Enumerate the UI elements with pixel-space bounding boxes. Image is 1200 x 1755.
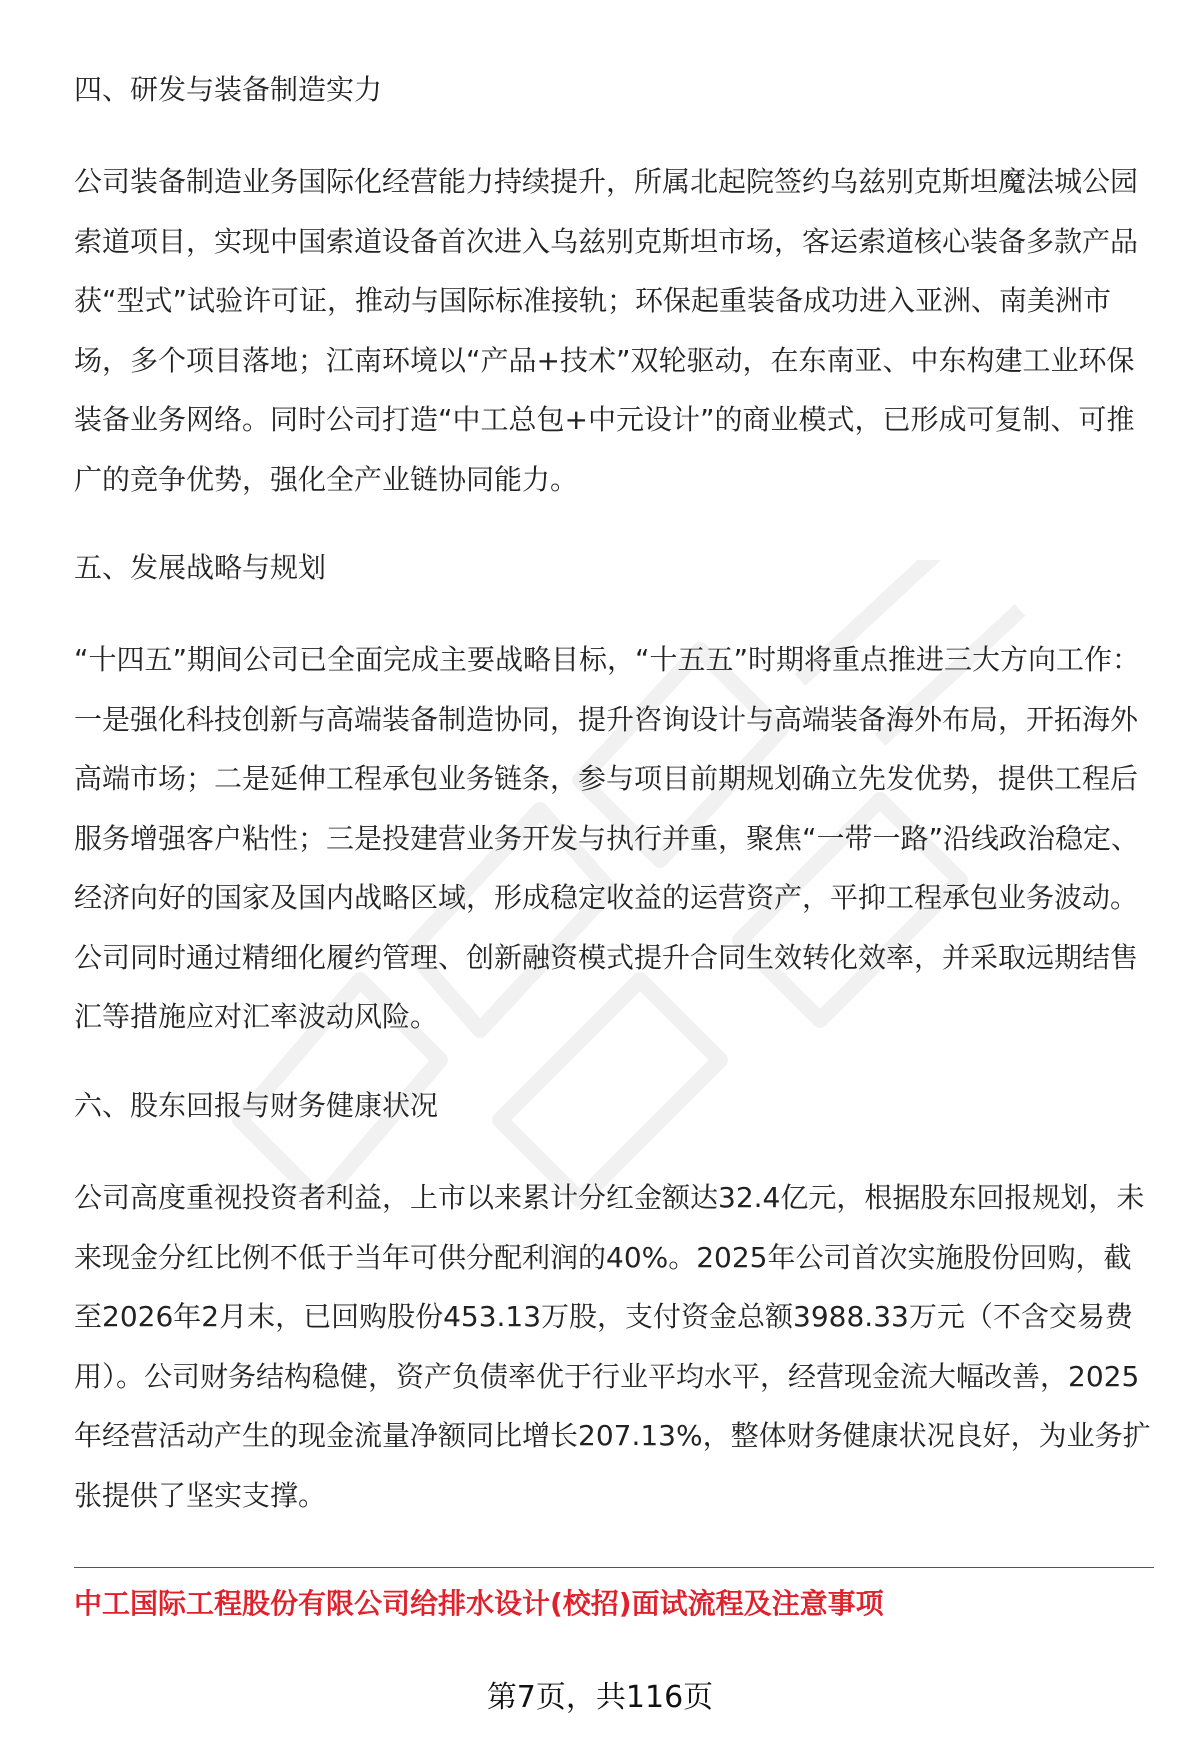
footer-document-title: 中工国际工程股份有限公司给排水设计(校招)面试流程及注意事项: [74, 1587, 884, 1620]
page-number: 第7页，共116页: [486, 1680, 714, 1715]
section-paragraph-shareholder: 公司高度重视投资者利益，上市以来累计分红金额达32.4亿元，根据股东回报规划，未来现金分红比例不低于当年可供分配利润的40%。2025年公司首次实施股份回购，截至2026年2月末，已回购股份453.13万股，支付资金总额3988.33万元（不含交易费用）。公司财务结构稳健，资产负债率优于行业平均水平，经营现金流大幅改善，2025年经营活动产生的现金流量净额同比增长207.13%，整体财务健康状况良好，为业务扩张提供了坚实支撑。: [74, 1181, 1151, 1512]
section-heading-shareholder: 六、股东回报与财务健康状况: [74, 1089, 439, 1122]
section-heading-rd: 四、研发与装备制造实力: [74, 73, 383, 106]
section-paragraph-strategy: “十四五”期间公司已全面完成主要战略目标，“十五五”时期将重点推进三大方向工作：一是强化科技创新与高端装备制造协同，提升咨询设计与高端装备海外布局，开拓海外高端市场；二是延伸工程承包业务链条，参与项目前期规划确立先发优势，提供工程后服务增强客户粘性；三是投建营业务开发与执行并重，聚焦“一带一路”沿线政治稳定、经济向好的国家及国内战略区域，形成稳定收益的运营资产，平抑工程承包业务波动。公司同时通过精细化履约管理、创新融资模式提升合同生效转化效率，并采取远期结售汇等措施应对汇率波动风险。: [74, 643, 1141, 1033]
section-paragraph-rd: 公司装备制造业务国际化经营能力持续提升，所属北起院签约乌兹别克斯坦魔法城公园索道项目，实现中国索道设备首次进入乌兹别克斯坦市场，客运索道核心装备多款产品获“型式”试验许可证，推动与国际标准接轨；环保起重装备成功进入亚洲、南美洲市场，多个项目落地；江南环境以“产品+技术”双轮驱动，在东南亚、中东构建工业环保装备业务网络。同时公司打造“中工总包+中元设计”的商业模式，已形成可复制、可推广的竞争优势，强化全产业链协同能力。: [74, 165, 1139, 496]
section-heading-strategy: 五、发展战略与规划: [74, 551, 327, 584]
footer-divider: [74, 1567, 1154, 1568]
